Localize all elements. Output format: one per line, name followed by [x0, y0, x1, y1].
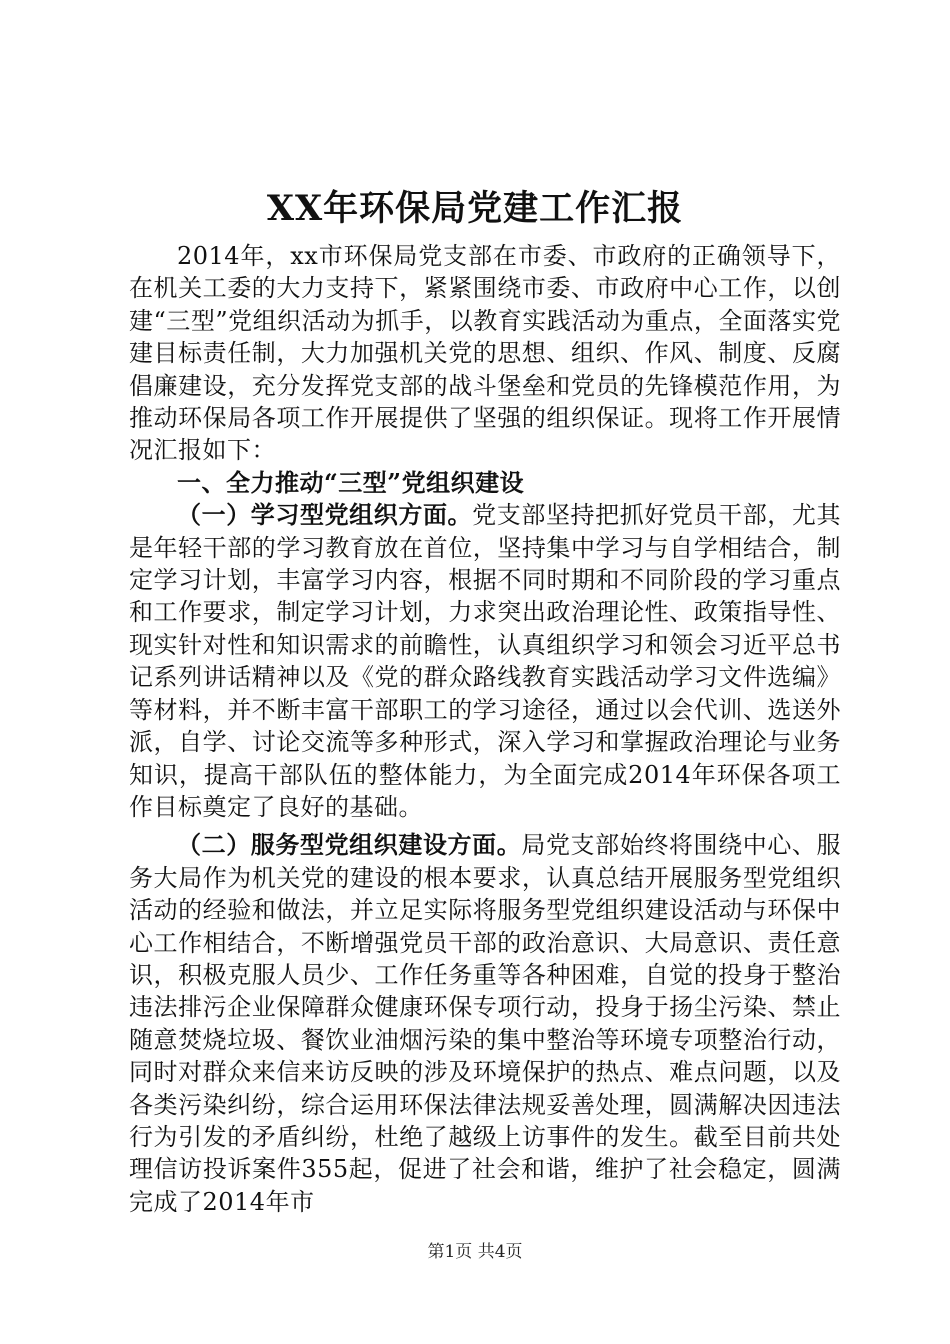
section-heading: 一、全力推动“三型”党组织建设: [177, 467, 525, 497]
subsection-learning-text: 党支部坚持把抓好党员干部，尤其是年轻干部的学习教育放在首位，坚持集中学习与自学相结合，制定学习计划，丰富学习内容，根据不同时期和不同阶段的学习重点和工作要求，制定学习计划，力求突出政治理论性、政策指导性、现实针对性和知识需求的前瞻性，认真组织学习和领会习近平总书记系列讲话精神以及《党的群众路线教育实践活动学习文件选编》等材料，并不断丰富干部职工的学习途径，通过以会代训、选送外派，自学、讨论交流等多种形式，深入学习和掌握政治理论与业务知识，提高干部队伍的整体能力，为全面完成2014年环保各项工作目标奠定了良好的基础。: [129, 501, 842, 821]
subsection-service-paragraph: [129, 829, 841, 1218]
subsection-learning-paragraph: [129, 499, 841, 823]
subsection-service-text: 局党支部始终将围绕中心、服务大局作为机关党的建设的根本要求，认真总结开展服务型党组织活动的经验和做法，并立足实际将服务型党组织建设活动与环保中心工作相结合，不断增强党员干部的政治意识、大局意识、责任意识，积极克服人员少、工作任务重等各种困难，自觉的投身于整治违法排污企业保障群众健康环保专项行动，投身于扬尘污染、禁止随意焚烧垃圾、餐饮业油烟污染的集中整治等环境专项整治行动，同时对群众来信来访反映的涉及环境保护的热点、难点问题，以及各类污染纠纷，综合运用环保法律法规妥善处理，圆满解决因违法行为引发的矛盾纠纷，杜绝了越级上访事件的发生。截至目前共处理信访投诉案件355起，促进了社会和谐，维护了社会稳定，圆满完成了2014年市: [129, 831, 842, 1216]
document-title: XX年环保局党建工作汇报: [266, 188, 684, 229]
document-body: [129, 240, 841, 1218]
intro-paragraph: 2014年，xx市环保局党支部在市委、市政府的正确领导下，在机关工委的大力支持下，紧紧围绕市委、市政府中心工作，以创建“三型”党组织活动为抓手，以教育实践活动为重点，全面落实党建目标责任制，大力加强机关党的思想、组织、作风、制度、反腐倡廉建设，充分发挥党支部的战斗堡垒和党员的先锋模范作用，为推动环保局各项工作开展提供了坚强的组织保证。现将工作开展情况汇报如下：: [129, 242, 841, 465]
subsection-learning-lead: （一）学习型党组织方面。: [177, 500, 473, 530]
subsection-service-lead: （二）服务型党组织建设方面。: [177, 830, 522, 860]
page-footer: 第1页 共4页: [427, 1242, 523, 1262]
